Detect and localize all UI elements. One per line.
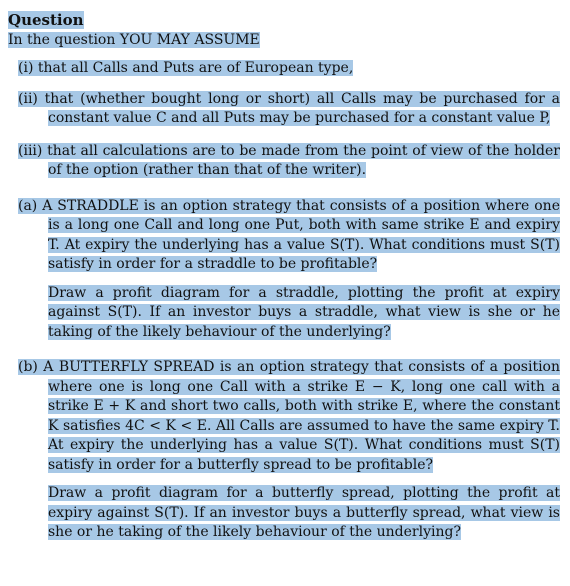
intro-text: In the question YOU MAY ASSUME <box>8 32 260 48</box>
part-a-text: (a) A STRADDLE is an option strategy that consists of a position where one is a long one Call and long one Put, both with same strike E and expiry T. At expiry the underlying has a value S(T). What conditions must S(T) satisfy in order for a straddle to be profitable? <box>18 197 560 272</box>
part-b-follow-text: Draw a profit diagram for a butterfly spread, plotting the profit at expiry against S(T). If an investor buys a butterfly spread, what view is she or he taking of the likely behaviour of the underlying? <box>48 485 560 540</box>
assumption-ii-text: (ii) that (whether bought long or short) all Calls may be purchased for a constant value C and all Puts may be purchased for a constant value P, <box>18 90 560 126</box>
part-a-follow <box>48 284 560 343</box>
part-a-follow-text: Draw a profit diagram for a straddle, plotting the profit at expiry against S(T). If an investor buys a straddle, what view is she or he taking of the likely behaviour of the underlying? <box>48 284 560 340</box>
part-a <box>18 197 560 275</box>
document <box>8 10 560 543</box>
part-b <box>18 358 560 475</box>
part-b-follow <box>48 484 560 543</box>
heading-line <box>8 10 560 29</box>
part-b-text: (b) A BUTTERFLY SPREAD is an option strategy that consists of a position where one is long one Call with a strike E − K, long one call with a strike E + K and short two calls, both with strike E, where the constant K satisfies 4C < K < E. All Calls are assumed to have the same expiry T. At expiry the underlying has a value S(T). What conditions must S(T) satisfy in order for a butterfly spread to be profitable? <box>18 359 560 473</box>
assumption-ii <box>18 90 560 129</box>
assumption-i-text: (i) that all Calls and Puts are of European type, <box>18 60 354 76</box>
assumption-iii-text: (iii) that all calculations are to be made from the point of view of the holder of the option (rather than that of the writer). <box>18 142 560 178</box>
assumption-iii <box>18 142 560 181</box>
question-heading: Question <box>8 11 84 29</box>
intro-line <box>8 31 560 49</box>
assumption-i <box>18 59 560 79</box>
